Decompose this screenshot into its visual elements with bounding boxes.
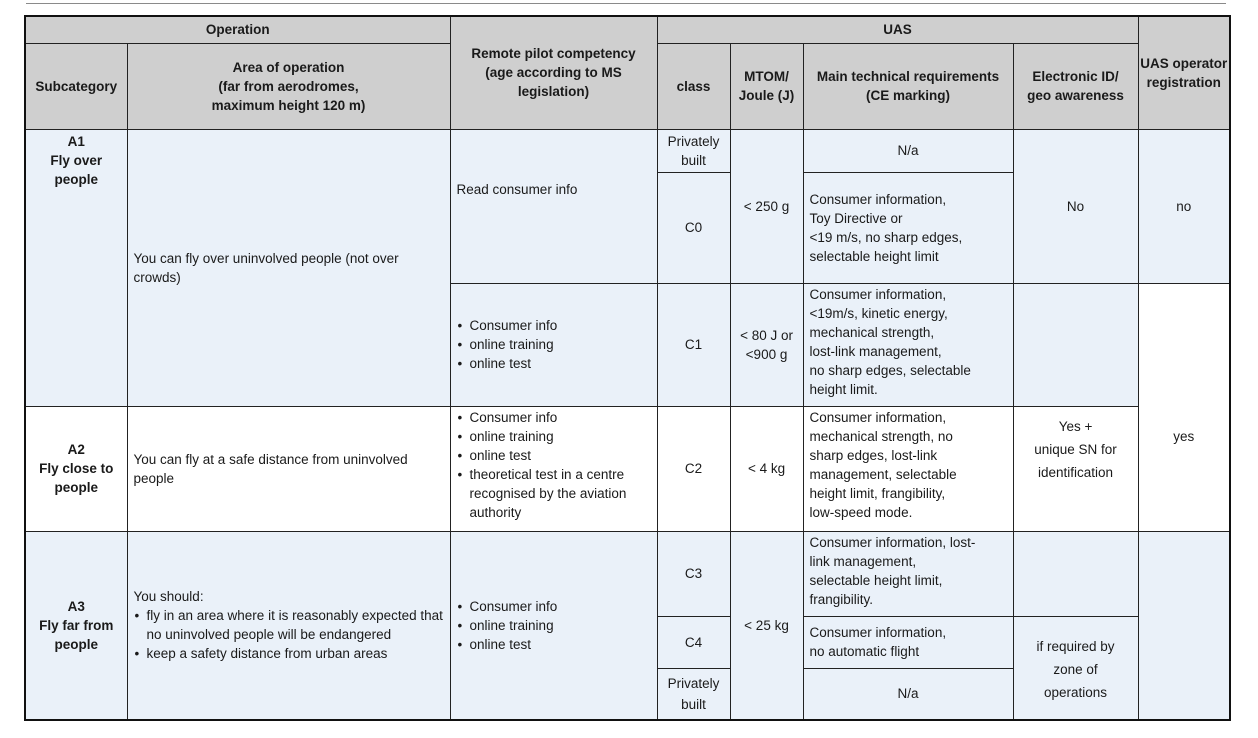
header-eid-line-1: Electronic ID/ xyxy=(1032,69,1119,84)
header-area-line-2: (far from aerodromes, xyxy=(218,78,359,94)
a3-class-c3-cell xyxy=(657,531,730,616)
a1-competency-c1-cell xyxy=(450,283,657,406)
a3-tech-private: N/a xyxy=(897,686,919,702)
a3-class-private-cell xyxy=(657,668,730,720)
header-subcategory: Subcategory xyxy=(25,43,127,129)
header-mtom-line-1: MTOM/ xyxy=(744,69,789,84)
a2-tech-line-6: low-speed mode. xyxy=(809,504,913,520)
a1-mtom-c0-cell xyxy=(730,129,803,283)
a3-area-cell xyxy=(127,531,450,720)
a2-subcategory-cell xyxy=(25,406,127,531)
a2-competency-cell xyxy=(450,406,657,531)
a2-class-cell xyxy=(657,406,730,531)
a1-tech-private-cell xyxy=(803,129,1013,172)
a1-class-private-cell xyxy=(657,129,730,172)
header-eid-line-2: geo awareness xyxy=(1027,88,1124,103)
a2-eid-cell xyxy=(1013,406,1138,531)
a1-code: A1 xyxy=(67,133,85,149)
a3-mtom-cell xyxy=(730,531,803,720)
a1-subcategory-cell xyxy=(25,129,127,406)
a2-tech-line-5: height limit, frangibility, xyxy=(809,485,946,501)
a2-registration-cell xyxy=(1138,283,1230,531)
a1-tech-c1-line-3: mechanical strength, xyxy=(809,324,935,340)
a3-label-line-2: people xyxy=(54,636,98,652)
header-electronic-id xyxy=(1013,43,1138,129)
table-row-a2 xyxy=(25,406,1230,531)
a2-eid-line-1: Yes + xyxy=(1058,418,1093,434)
a1-registration: no xyxy=(1176,198,1192,214)
header-technical-line-2: (CE marking) xyxy=(866,88,951,103)
list-item: • Consumer info xyxy=(457,597,651,616)
a2-eid-line-3: identification xyxy=(1037,464,1114,480)
uas-categories-table xyxy=(24,15,1231,721)
list-item: • online test xyxy=(457,446,651,465)
list-item: • online test xyxy=(457,354,651,373)
header-area-of-operation xyxy=(127,43,450,129)
header-pilot-competency-line-2: (age according to MS xyxy=(485,65,622,81)
list-item: • theoretical test in a centre recognised by the aviation authority xyxy=(457,465,651,522)
a1-class-private-line-1: Privately xyxy=(667,133,720,149)
a2-area-cell xyxy=(127,406,450,531)
a3-eid-cell xyxy=(1013,616,1138,720)
a1-label-line-1: Fly over xyxy=(50,152,103,168)
a3-label-line-1: Fly far from xyxy=(39,617,114,633)
a1-registration-cell xyxy=(1138,129,1230,283)
header-row-groups xyxy=(25,16,1230,43)
a3-area-list xyxy=(134,606,444,663)
a1-mtom-c1-line-1: < 80 J or xyxy=(740,327,793,343)
list-item: • online training xyxy=(457,427,651,446)
a3-tech-c3-line-4: frangibility. xyxy=(809,591,874,607)
a3-tech-private-cell xyxy=(803,668,1013,720)
a1-class-c0: C0 xyxy=(684,220,703,235)
table-row-a1-private xyxy=(25,129,1230,172)
a3-class-private-line-2: built xyxy=(681,696,706,712)
a3-tech-c4-line-1: Consumer information, xyxy=(809,625,947,640)
a1-class-c1: C1 xyxy=(684,337,703,352)
a1-competency-cell xyxy=(450,129,657,283)
a3-area-intro: You should: xyxy=(133,589,204,605)
a2-code: A2 xyxy=(67,442,85,457)
a1-class-private-line-2: built xyxy=(681,152,706,168)
a3-tech-c3-line-1: Consumer information, lost- xyxy=(809,534,976,550)
a3-registration-cell xyxy=(1138,531,1230,720)
a2-eid-line-2: unique SN for xyxy=(1034,441,1117,457)
a1-tech-c1-cell xyxy=(803,283,1013,406)
a1-eid-cell xyxy=(1013,129,1138,283)
a1-tech-c0-cell xyxy=(803,172,1013,283)
list-item: • fly in an area where it is reasonably expected that no uninvolved people will be endangered xyxy=(134,606,444,644)
header-pilot-competency xyxy=(450,16,657,129)
a1-tech-c0-line-1: Consumer information, xyxy=(809,191,947,207)
a3-class-c4: C4 xyxy=(684,634,703,650)
header-mtom xyxy=(730,43,803,129)
list-item: • keep a safety distance from urban areas xyxy=(134,644,444,663)
a3-tech-c4-cell xyxy=(803,616,1013,668)
a3-eid-line-2: zone of xyxy=(1053,661,1098,677)
a3-tech-c4-line-2: no automatic flight xyxy=(809,644,920,659)
a2-registration: yes xyxy=(1173,428,1195,444)
a2-class: C2 xyxy=(684,461,703,476)
a2-tech-cell xyxy=(803,406,1013,531)
a3-class-c3: C3 xyxy=(684,566,703,581)
list-item: • online training xyxy=(457,335,651,354)
a1-area-text: You can fly over uninvolved people (not over crowds) xyxy=(133,250,399,285)
a2-tech-line-4: management, selectable xyxy=(809,466,957,482)
header-uas: UAS xyxy=(657,16,1138,43)
a1-tech-c1-line-6: height limit. xyxy=(809,381,878,397)
a2-area-text: You can fly at a safe distance from uninvolved people xyxy=(133,451,408,486)
a1-tech-c1-line-1: Consumer information, xyxy=(809,286,947,302)
header-registration-line-2: registration xyxy=(1146,74,1221,90)
a3-mtom: < 25 kg xyxy=(744,617,789,633)
a1-eid: No xyxy=(1066,198,1085,214)
a1-mtom-c0: < 250 g xyxy=(743,198,790,214)
a2-tech-line-3: sharp edges, lost-link xyxy=(809,447,938,463)
a3-eid-c3-cell xyxy=(1013,531,1138,616)
header-registration-line-1: UAS operator xyxy=(1140,55,1228,71)
list-item: • online test xyxy=(457,635,651,654)
a3-class-c4-cell xyxy=(657,616,730,668)
header-mtom-line-2: Joule (J) xyxy=(738,88,795,103)
a3-tech-c3-line-2: link management, xyxy=(809,553,917,569)
a3-eid-line-1: if required by xyxy=(1036,638,1115,654)
a3-code: A3 xyxy=(67,598,85,614)
a3-subcategory-cell xyxy=(25,531,127,720)
top-rule xyxy=(26,3,1226,4)
a3-competency-cell xyxy=(450,531,657,720)
a1-class-c1-cell xyxy=(657,283,730,406)
a3-tech-c3-cell xyxy=(803,531,1013,616)
a3-tech-c3-line-3: selectable height limit, xyxy=(809,572,943,588)
a1-label-line-2: people xyxy=(54,171,98,187)
a1-class-c0-cell xyxy=(657,172,730,283)
list-item: • Consumer info xyxy=(457,316,651,335)
header-area-line-3: maximum height 120 m) xyxy=(211,97,366,113)
a1-competency-text: Read consumer info xyxy=(456,181,578,197)
a2-tech-line-1: Consumer information, xyxy=(809,409,947,425)
list-item: • Consumer info xyxy=(457,408,651,427)
header-technical-requirements xyxy=(803,43,1013,129)
a1-tech-c1-line-4: lost-link management, xyxy=(809,343,942,359)
a2-mtom: < 4 kg xyxy=(747,461,786,476)
a3-class-private-line-1: Privately xyxy=(667,675,720,691)
a1-tech-c0-line-4: selectable height limit xyxy=(809,248,939,264)
a1-tech-c0-line-2: Toy Directive or xyxy=(809,210,903,226)
header-pilot-competency-line-1: Remote pilot competency xyxy=(471,46,636,62)
a1-tech-c0-line-3: <19 m/s, no sharp edges, xyxy=(809,229,963,245)
a1-tech-private: N/a xyxy=(897,143,919,158)
a1-tech-c1-line-5: no sharp edges, selectable xyxy=(809,362,971,378)
a3-eid-line-3: operations xyxy=(1044,684,1108,700)
a1-eid-c1-cell xyxy=(1013,283,1138,406)
a1-mtom-c1-cell xyxy=(730,283,803,406)
header-operation: Operation xyxy=(25,16,450,43)
header-area-line-1: Area of operation xyxy=(232,59,345,75)
a2-label-line-2: people xyxy=(54,480,98,495)
a1-mtom-c1-line-2: <900 g xyxy=(745,346,788,362)
header-technical-line-1: Main technical requirements xyxy=(816,69,1000,84)
table-row-a3-c3 xyxy=(25,531,1230,616)
a2-competency-list xyxy=(457,408,651,522)
a2-tech-line-2: mechanical strength, no xyxy=(809,428,953,444)
a2-label-line-1: Fly close to xyxy=(39,461,114,476)
a3-competency-list xyxy=(457,597,651,654)
header-pilot-competency-line-3: legislation) xyxy=(517,84,590,100)
a1-tech-c1-line-2: <19m/s, kinetic energy, xyxy=(809,305,948,321)
list-item: • online training xyxy=(457,616,651,635)
a2-mtom-cell xyxy=(730,406,803,531)
header-operator-registration xyxy=(1138,16,1230,129)
header-class: class xyxy=(657,43,730,129)
a1-competency-list xyxy=(457,316,651,373)
a1-area-cell xyxy=(127,129,450,406)
